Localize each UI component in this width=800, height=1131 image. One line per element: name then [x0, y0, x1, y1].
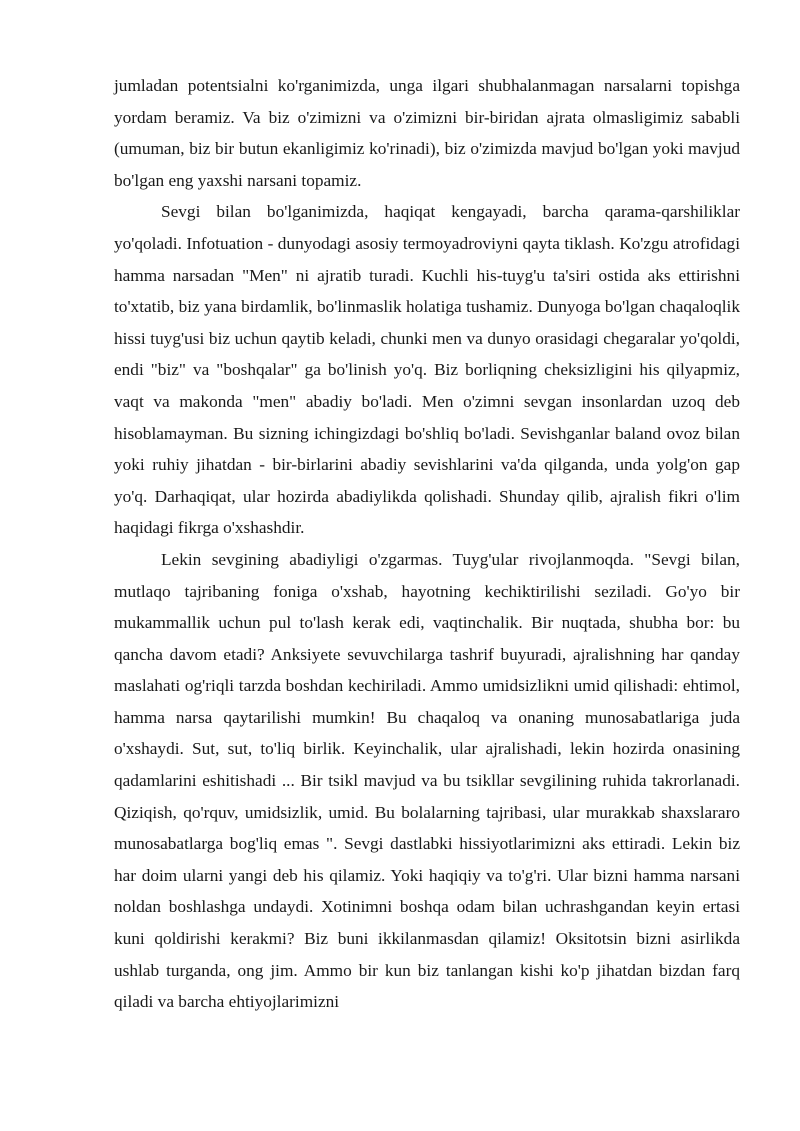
paragraph-love-eternity: Lekin sevgining abadiyligi o'zgarmas. Tuyg'ular rivojlanmoqda. "Sevgi bilan, mutlaqo tajribaning foniga o'xshab, hayotning kechiktirilishi seziladi. Go'yo bir mukammallik uchun pul to'lash kerak edi, vaqtinchalik. Bir nuqtada, shubha bor: bu qancha davom etadi? Anksiyete sevuvchilarga tashrif buyuradi, ajralishning har qanday maslahati og'riqli tarzda boshdan kechiriladi. Ammo umidsizlikni umid qilishadi: ehtimol, hamma narsa qaytarilishi mumkin! Bu chaqaloq va onaning munosabatlariga juda o'xshaydi. Sut, sut, to'liq birlik. Keyinchalik, ular ajralishadi, lekin hozirda onasining qadamlarini eshitishadi ... Bir tsikl mavjud va bu tsikllar sevgilining ruhida takrorlanadi. Qiziqish, qo'rquv, umidsizlik, umid. Bu bolalarning tajribasi, ular murakkab shaxslararo munosabatlarga bog'liq emas ". Sevgi dastlabki hissiyotlarimizni aks ettiradi. Lekin biz har doim ularni yangi deb his qilamiz. Yoki haqiqiy va to'g'ri. Ular bizni hamma narsani noldan boshlashga undaydi. Xotinimni boshqa odam bilan uchrashgandan keyin ertasi kuni qoldirishi kerakmi? Biz buni ikkilanmasdan qilamiz! Oksitotsin bizni asirlikda ushlab turganda, ong jim. Ammo bir kun biz tanlangan kishi ko'p jihatdan bizdan farq qiladi va barcha ehtiyojlarimizni [114, 549, 740, 1012]
paragraph-continuation: jumladan potentsialni ko'rganimizda, unga ilgari shubhalanmagan narsalarni topishga yordam beramiz. Va biz o'zimizni va o'zimizni bir-biridan ajrata olmasligimiz sababli (umuman, biz bir butun ekanligimiz ko'rinadi), biz o'zimizda mavjud bo'lgan yoki mavjud bo'lgan eng yaxshi narsani topamiz. [114, 76, 740, 190]
document-page [114, 70, 740, 1018]
paragraph-love-truth: Sevgi bilan bo'lganimizda, haqiqat kengayadi, barcha qarama-qarshiliklar yo'qoladi. Infotuation - dunyodagi asosiy termoyadroviyni qayta tiklash. Ko'zgu atrofidagi hamma narsadan "Men" ni ajratib turadi. Kuchli his-tuyg'u ta'siri ostida aks ettirishni to'xtatib, biz yana birdamlik, bo'linmaslik holatiga tushamiz. Dunyoga bo'lgan chaqaloqlik hissi tuyg'usi biz uchun qaytib keladi, chunki men va dunyo orasidagi chegaralar yo'qoldi, endi "biz" va "boshqalar" ga bo'linish yo'q. Biz borliqning cheksizligini his qilyapmiz, vaqt va makonda "men" abadiy bo'ladi. Men o'zimni sevgan insonlardan uzoq deb hisoblamayman. Bu sizning ichingizdagi bo'shliq bo'ladi. Sevishganlar baland ovoz bilan yoki ruhiy jihatdan - bir-birlarini abadiy sevishlarini va'da qilganda, unda yolg'on gap yo'q. Darhaqiqat, ular hozirda abadiylikda qolishadi. Shunday qilib, ajralish fikri o'lim haqidagi fikrga o'xshashdir. [114, 202, 740, 538]
